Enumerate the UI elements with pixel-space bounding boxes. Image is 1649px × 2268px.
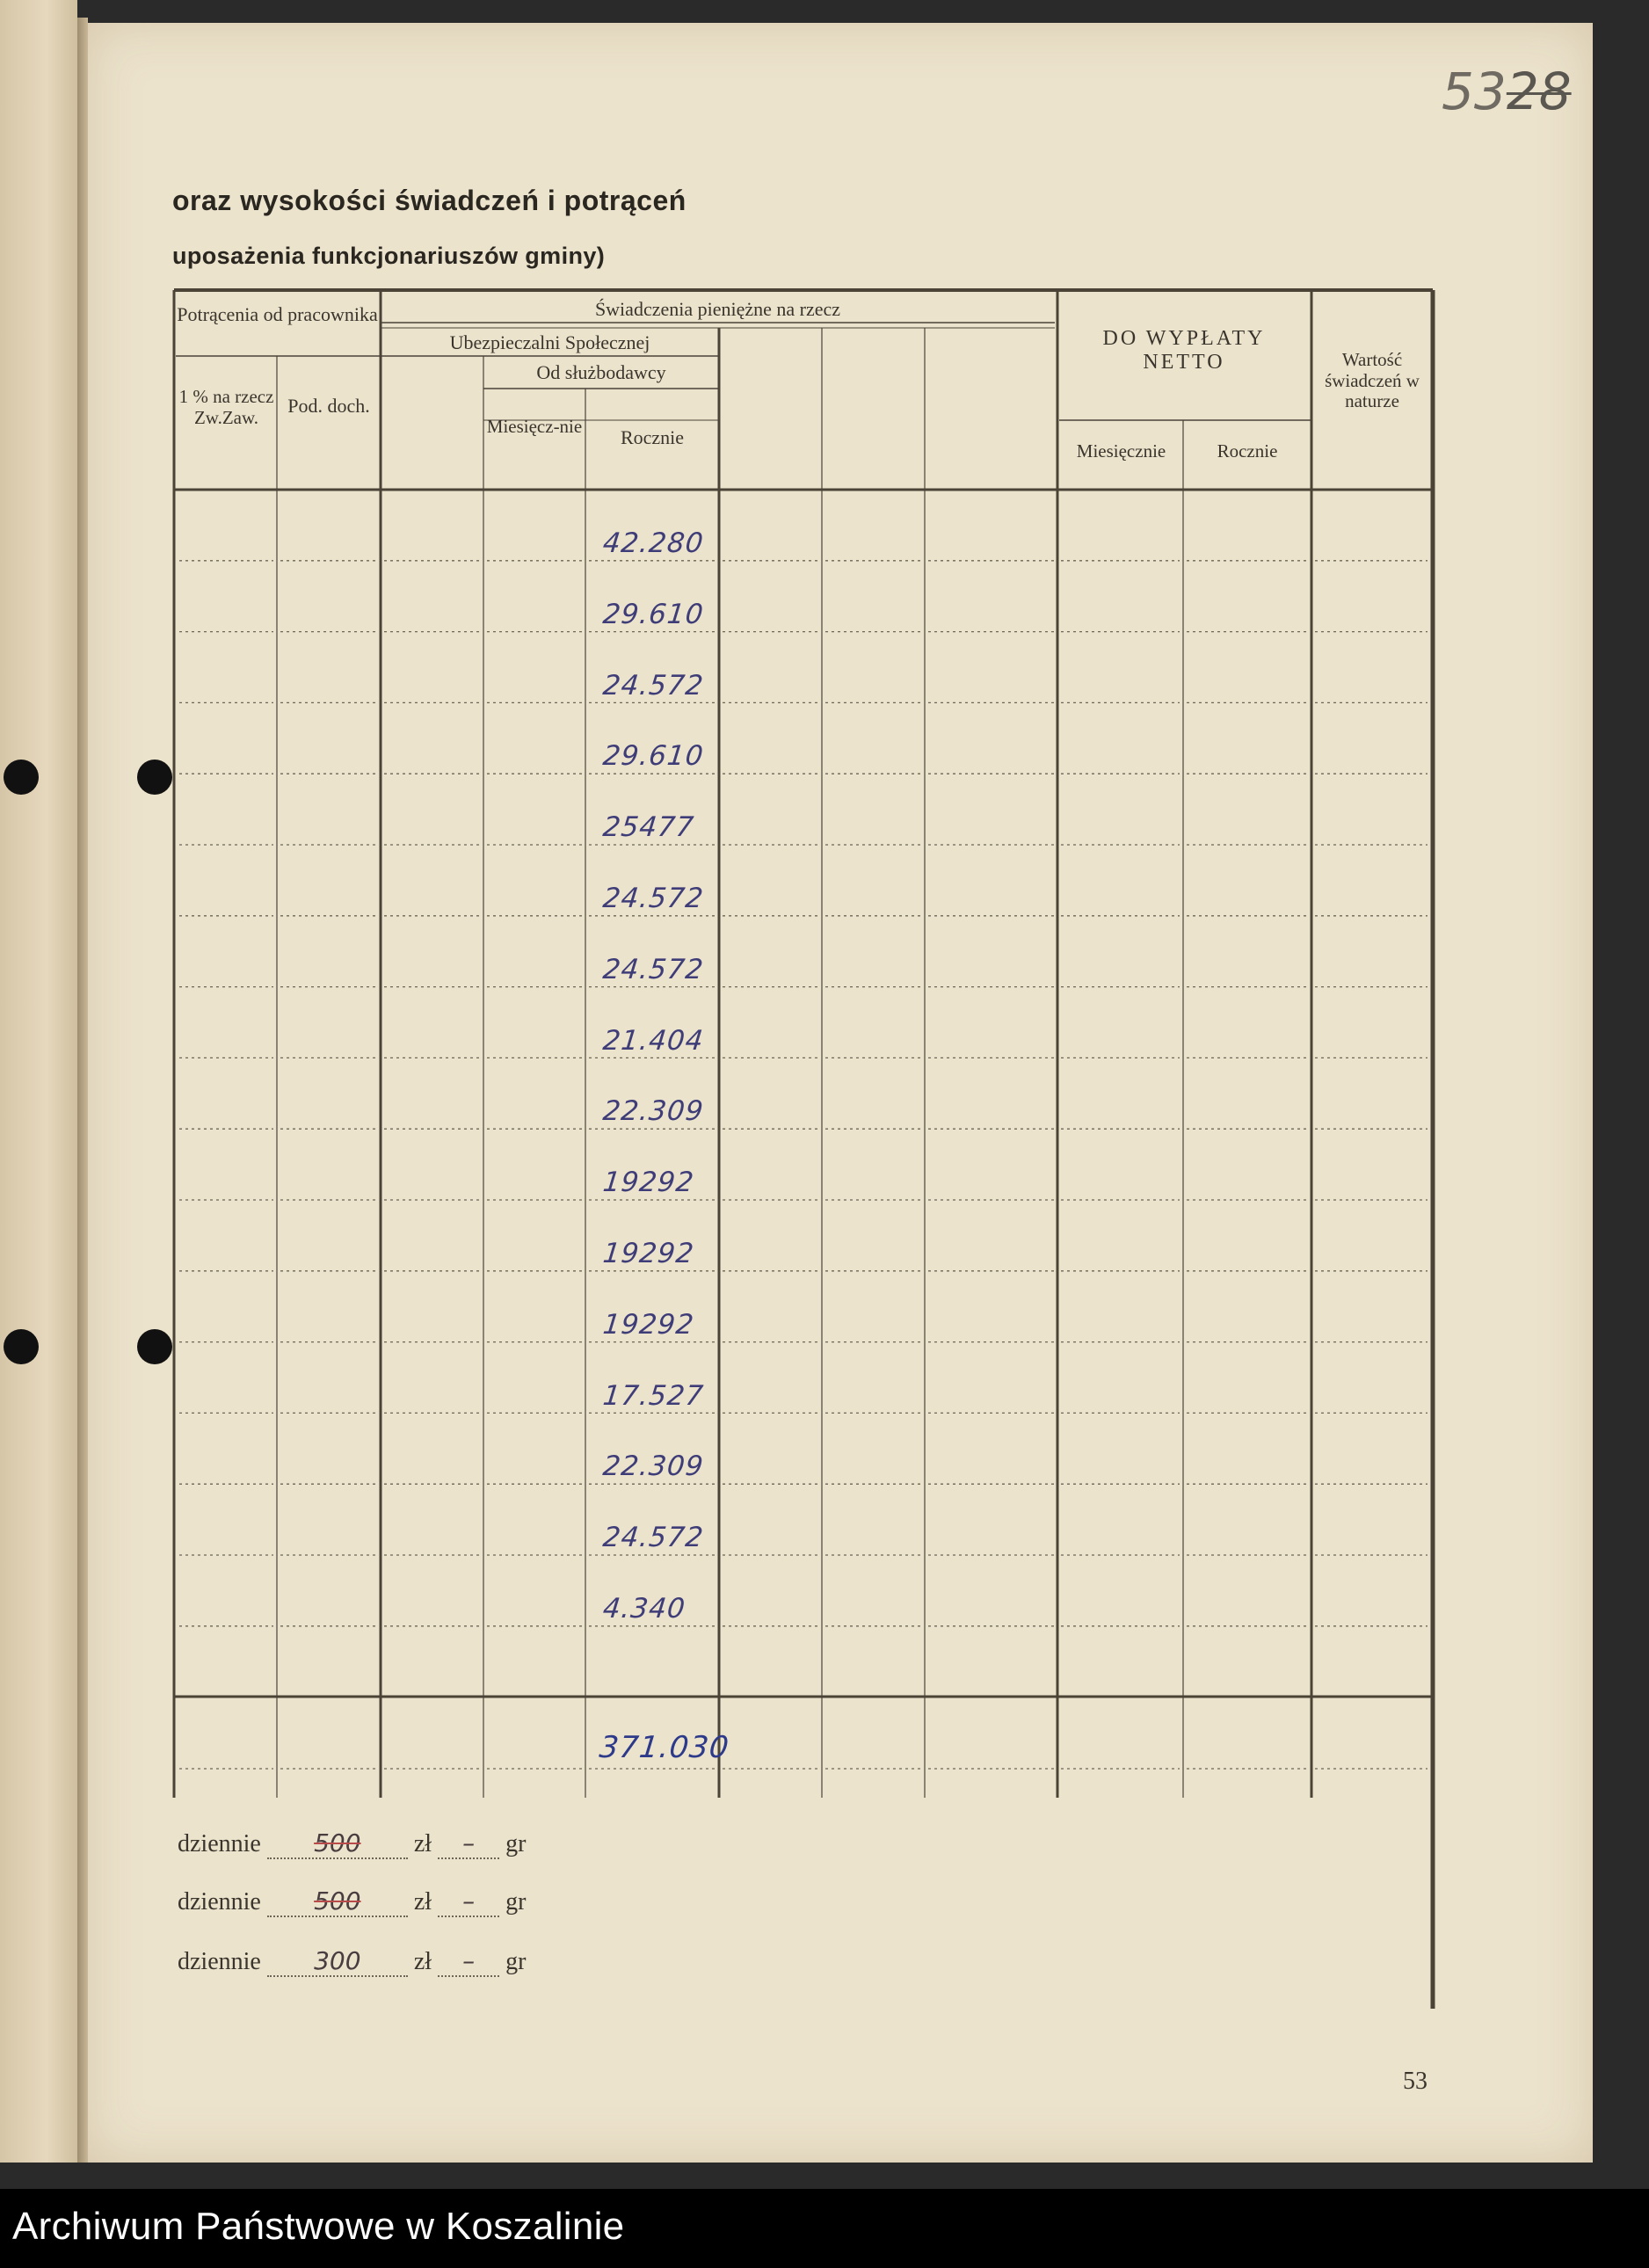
header-swiadczenia: Świadczenia pieniężne na rzecz	[594, 298, 841, 320]
header-pod-doch: Pod. doch.	[287, 395, 370, 417]
zl-label: zł	[413, 1830, 432, 1857]
rocznie-value: 24.572	[601, 883, 706, 914]
header-potracenia: Potrącenia od pracownika	[177, 303, 378, 325]
gr-value: –	[438, 1828, 499, 1859]
old-page-number: 28	[1506, 62, 1572, 121]
header-ubezpieczalni: Ubezpieczalni Społecznej	[449, 331, 650, 353]
page-number: 53	[1403, 2068, 1427, 2095]
new-page-number: 53	[1442, 62, 1507, 121]
header-netto-rocznie: Rocznie	[1217, 440, 1278, 462]
rocznie-value: 29.610	[601, 740, 706, 773]
archive-footer	[0, 2189, 1649, 2268]
heading-line-1: oraz wysokości świadczeń i potrąceń	[172, 185, 686, 216]
header-wartosc-swiadczen: Wartość świadczeń w naturze	[1325, 349, 1420, 412]
gr-value: –	[438, 1946, 499, 1977]
rocznie-value: 22.309	[601, 1450, 706, 1483]
gr-value: –	[438, 1886, 499, 1917]
gr-label: gr	[505, 1948, 527, 1975]
daily-amount: 300	[267, 1946, 408, 1977]
rocznie-value: 24.572	[601, 953, 706, 985]
total-value: 371.030	[597, 1730, 731, 1765]
header-do-wyplaty-netto: DO WYPŁATY NETTO	[1102, 327, 1266, 374]
rocznie-value: 19292	[601, 1238, 696, 1269]
rocznie-value: 24.572	[601, 1522, 706, 1554]
rocznie-value: 19292	[601, 1167, 696, 1199]
zl-label: zł	[413, 1948, 432, 1975]
heading-line-2: uposażenia funkcjonariuszów gminy)	[172, 243, 606, 269]
daily-amount: 500	[267, 1886, 408, 1917]
daily-label: dziennie	[178, 1948, 261, 1975]
daily-label: dziennie	[178, 1830, 261, 1857]
rocznie-value: 42.280	[601, 527, 706, 559]
daily-row-3	[178, 1946, 526, 1977]
header-rocznie: Rocznie	[620, 426, 685, 448]
zl-label: zł	[413, 1888, 432, 1915]
header-netto-miesiecznie: Miesięcznie	[1076, 440, 1166, 462]
rocznie-value: 4.340	[601, 1593, 687, 1625]
archive-name: Archiwum Państwowe w Koszalinie	[12, 2205, 625, 2248]
daily-row-1	[178, 1828, 526, 1859]
header-1-procent: 1 % na rzecz Zw.Zaw.	[178, 386, 274, 428]
gr-label: gr	[505, 1888, 527, 1915]
rocznie-value: 25477	[601, 811, 696, 844]
rocznie-value: 21.404	[601, 1024, 706, 1057]
rocznie-value: 19292	[601, 1308, 696, 1341]
rocznie-value: 24.572	[601, 669, 706, 701]
rocznie-value: 29.610	[601, 598, 706, 630]
rocznie-value: 22.309	[601, 1095, 706, 1128]
daily-label: dziennie	[178, 1888, 261, 1915]
gr-label: gr	[505, 1830, 527, 1857]
header-od-sluzbodawcy: Od służbodawcy	[536, 361, 666, 383]
daily-row-2	[178, 1886, 526, 1917]
header-miesiecznie: Miesięcz-nie	[486, 416, 583, 437]
daily-amount: 500	[267, 1828, 408, 1859]
rocznie-value: 17.527	[601, 1379, 706, 1412]
